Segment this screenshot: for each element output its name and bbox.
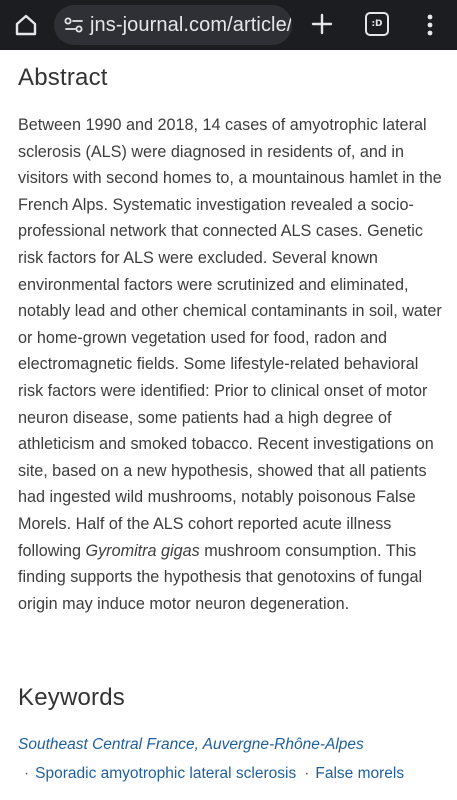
keyword-link[interactable]: Southeast Central France, Auvergne-Rhône-Alpes — [18, 736, 364, 753]
abstract-text-part2: mushroom consumption. This finding supports the hypothesis that genotoxins of fungal origin may induce motor neuron degeneration. — [18, 541, 423, 613]
species-name: Gyromitra gigas — [85, 541, 200, 560]
abstract-text-part1: Between 1990 and 2018, 14 cases of amyotrophic lateral sclerosis (ALS) were diagnosed in residents of, and in visitors with second homes to, a mountainous hamlet in the French Alps. Systematic investigation revealed a socio-professional network that connected ALS cases. Genetic risk factors for ALS were excluded. Several known environmental factors were scrutinized and eliminated, notably lead and other chemical contaminants in soil, water or home-grown vegetation used for food, radon and electromagnetic fields. Some lifestyle-related behavioral risk factors were identified: Prior to clinical onset of motor neuron disease, some patients had a high degree of athleticism and smoked tobacco. Recent investigations on site, based on a new hypothesis, showed that all patients had ingested wild mushrooms, notably poisonous False Morels. Half of the ALS cohort reported acute illness following — [18, 116, 442, 560]
site-settings-icon[interactable] — [64, 14, 84, 36]
abstract-heading: Abstract — [18, 64, 108, 91]
keywords-list — [24, 765, 404, 783]
tab-switcher-label: :D — [371, 19, 383, 29]
keyword-link[interactable]: False morels — [315, 765, 405, 782]
bullet-separator: · — [24, 765, 30, 782]
tab-switcher-button[interactable] — [365, 12, 389, 36]
browser-toolbar — [0, 0, 457, 50]
new-tab-icon[interactable] — [309, 11, 335, 37]
more-menu-icon[interactable] — [420, 11, 440, 39]
home-icon[interactable] — [12, 11, 40, 39]
bullet-separator: · — [304, 765, 310, 782]
url-text[interactable]: jns-journal.com/article/ — [90, 13, 292, 36]
address-bar[interactable] — [54, 5, 292, 45]
abstract-text — [18, 112, 443, 617]
keywords-heading: Keywords — [18, 684, 125, 711]
keyword-link[interactable]: Sporadic amyotrophic lateral sclerosis — [35, 765, 297, 782]
